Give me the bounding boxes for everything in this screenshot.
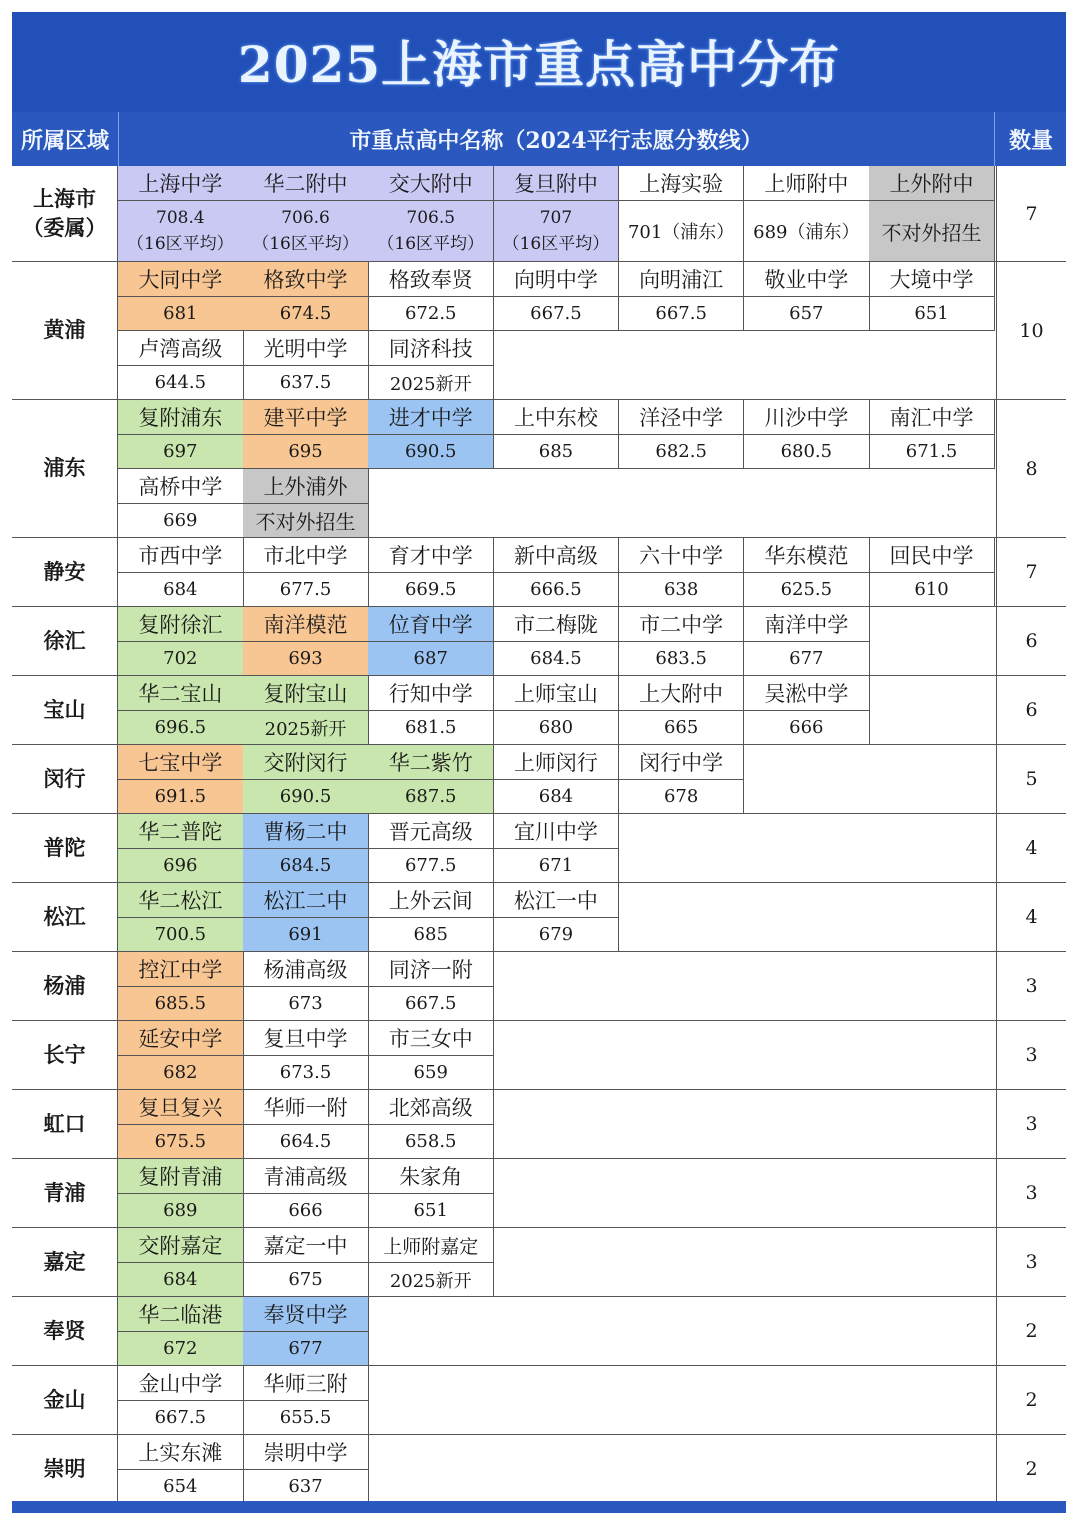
school-cell (118, 676, 244, 745)
school-name: 上海中学 (118, 166, 243, 201)
region-label: 上海市 （委属） (12, 166, 118, 262)
school-score: 651 (914, 303, 949, 324)
school-cell (243, 400, 369, 469)
school-score: 666 (789, 717, 824, 738)
school-cell (243, 469, 369, 538)
school-score: 673 (288, 993, 323, 1014)
school-cell (368, 538, 494, 607)
school-name: 同济一附 (368, 952, 493, 987)
school-score: 667.5 (530, 303, 582, 324)
school-cell (494, 262, 620, 331)
school-name: 向明浦江 (619, 262, 744, 297)
region-count: 6 (996, 607, 1066, 676)
school-name: 上师附中 (744, 166, 869, 201)
school-name: 南汇中学 (869, 400, 994, 435)
school-name: 位育中学 (368, 607, 493, 642)
school-score: 671.5 (905, 441, 958, 462)
school-cell (118, 262, 244, 331)
school-cell (869, 262, 995, 331)
school-cell (368, 1228, 494, 1297)
region-count: 3 (996, 1090, 1066, 1159)
school-cell (118, 1021, 244, 1090)
school-name: 复旦复兴 (118, 1090, 243, 1125)
school-score: 665 (663, 717, 699, 738)
school-name: 洋泾中学 (619, 400, 744, 435)
school-name: 上外云间 (368, 883, 493, 918)
school-cell (494, 676, 620, 745)
region-label: 徐汇 (12, 607, 118, 676)
school-score (243, 201, 368, 261)
school-score: 682 (118, 1056, 243, 1089)
region-label: 宝山 (12, 676, 118, 745)
school-name: 崇明中学 (243, 1435, 368, 1470)
header-count: 数量 (994, 112, 1067, 166)
school-cell (118, 952, 244, 1021)
score-value: 707 (539, 207, 573, 228)
school-cell (243, 1228, 369, 1297)
school-cell (619, 400, 745, 469)
region-count: 3 (996, 1021, 1066, 1090)
school-cell (869, 166, 995, 262)
school-score: 690.5 (368, 435, 493, 468)
school-name: 上师闵行 (494, 745, 619, 780)
school-score: 667.5 (655, 303, 707, 324)
school-cell (243, 1366, 369, 1435)
school-name: 上海实验 (619, 166, 744, 201)
school-name: 高桥中学 (118, 469, 243, 504)
school-score: 701（浦东） (627, 222, 735, 243)
school-cell (869, 400, 995, 469)
school-score: 684.5 (243, 849, 368, 882)
school-score: 651 (413, 1200, 448, 1221)
school-cell (619, 166, 745, 262)
school-name: 敬业中学 (744, 262, 869, 297)
school-score: 654 (163, 1476, 198, 1497)
school-name: 华东模范 (744, 538, 869, 573)
school-score: 677.5 (279, 579, 332, 600)
school-score: 2025新开 (389, 1270, 472, 1292)
school-name: 上外附中 (869, 166, 994, 201)
school-cell (118, 469, 244, 538)
region-count: 4 (996, 883, 1066, 952)
school-cell (243, 607, 369, 676)
region-label: 虹口 (12, 1090, 118, 1159)
school-name: 新中高级 (494, 538, 619, 573)
school-score: 678 (663, 786, 699, 807)
school-cell (368, 745, 494, 814)
school-score: 666 (288, 1200, 323, 1221)
region-count: 8 (996, 400, 1066, 538)
region-count: 4 (996, 814, 1066, 883)
school-name: 南洋中学 (744, 607, 869, 642)
school-score: 658.5 (404, 1131, 457, 1152)
school-cell (118, 1435, 244, 1504)
school-name: 晋元高级 (368, 814, 493, 849)
school-score: 684 (538, 786, 574, 807)
school-cell (619, 538, 745, 607)
region-label: 浦东 (12, 400, 118, 538)
school-name: 卢湾高级 (118, 331, 243, 366)
school-score: 684.5 (530, 648, 582, 669)
school-cell (118, 1297, 244, 1366)
region-count: 7 (996, 166, 1066, 262)
school-name: 宜川中学 (494, 814, 619, 849)
region-count: 2 (996, 1297, 1066, 1366)
school-cell (368, 1021, 494, 1090)
school-name: 交附闵行 (243, 745, 368, 780)
school-score: 693 (243, 642, 368, 675)
school-score: 685 (413, 924, 448, 945)
school-score: 680.5 (780, 441, 833, 462)
school-cell (619, 745, 745, 814)
school-name: 行知中学 (368, 676, 493, 711)
school-name: 建平中学 (243, 400, 368, 435)
school-score: 683.5 (655, 648, 707, 669)
header-school-name: 市重点高中名称（2024平行志愿分数线） (349, 127, 763, 154)
school-name: 七宝中学 (118, 745, 243, 780)
school-cell (494, 745, 620, 814)
school-score (118, 201, 243, 261)
school-score: 677 (789, 648, 824, 669)
school-name: 华二松江 (118, 883, 243, 918)
school-name: 松江一中 (494, 883, 619, 918)
region-label: 嘉定 (12, 1228, 118, 1297)
school-score: 655.5 (279, 1407, 332, 1428)
school-cell (243, 1159, 369, 1228)
school-score: 690.5 (243, 780, 368, 813)
region-label: 静安 (12, 538, 118, 607)
school-cell (744, 262, 870, 331)
region-label: 松江 (12, 883, 118, 952)
school-cell (118, 166, 244, 262)
school-name: 上外浦外 (243, 469, 368, 504)
school-name: 光明中学 (243, 331, 368, 366)
school-cell (744, 607, 870, 676)
school-cell (118, 1090, 244, 1159)
school-cell (368, 166, 494, 262)
school-score (368, 201, 493, 261)
school-score: 625.5 (780, 579, 833, 600)
school-cell (243, 1435, 369, 1504)
school-cell (368, 952, 494, 1021)
school-cell (368, 331, 494, 400)
school-score: 667.5 (404, 993, 457, 1014)
school-cell (118, 1159, 244, 1228)
region-label: 杨浦 (12, 952, 118, 1021)
score-value: 708.4 (156, 207, 205, 228)
school-score: 696.5 (118, 711, 243, 744)
school-cell (243, 1297, 369, 1366)
school-score: 689（浦东） (753, 222, 860, 243)
region-count: 5 (996, 745, 1066, 814)
school-score: 682.5 (655, 441, 707, 462)
school-score: 2025新开 (389, 373, 472, 395)
school-score: 2025新开 (243, 711, 368, 744)
school-score: 691 (243, 918, 368, 951)
school-score: 674.5 (243, 297, 368, 330)
region-count: 3 (996, 1228, 1066, 1297)
school-name: 进才中学 (368, 400, 493, 435)
score-note: （16区平均） (252, 234, 359, 254)
school-name: 格致奉贤 (368, 262, 493, 297)
school-cell (243, 262, 369, 331)
school-score: 677.5 (404, 855, 457, 876)
school-score (494, 201, 619, 261)
school-cell (368, 262, 494, 331)
school-name: 复附浦东 (118, 400, 243, 435)
score-note: （16区平均） (127, 234, 234, 254)
school-score: 691.5 (118, 780, 243, 813)
school-name: 奉贤中学 (243, 1297, 368, 1332)
school-name: 华二宝山 (118, 676, 243, 711)
school-name: 市西中学 (118, 538, 243, 573)
school-cell (243, 1090, 369, 1159)
school-name: 华二普陀 (118, 814, 243, 849)
school-score: 679 (538, 924, 574, 945)
school-cell (744, 676, 870, 745)
school-cell (118, 331, 244, 400)
score-value: 706.6 (281, 207, 330, 228)
school-score: 672.5 (404, 303, 457, 324)
school-cell (619, 607, 745, 676)
school-cell (494, 166, 620, 262)
school-name: 华二附中 (243, 166, 368, 201)
region-label: 青浦 (12, 1159, 118, 1228)
school-score: 696 (118, 849, 243, 882)
school-score: 685.5 (118, 987, 243, 1020)
school-score: 677 (243, 1332, 368, 1365)
table-header (12, 112, 1066, 166)
school-score: 675 (288, 1269, 323, 1290)
school-score: 610 (914, 579, 949, 600)
school-cell (494, 814, 620, 883)
school-name: 金山中学 (118, 1366, 243, 1401)
region-count: 3 (996, 952, 1066, 1021)
school-name: 六十中学 (619, 538, 744, 573)
region-label: 普陀 (12, 814, 118, 883)
region-count: 10 (996, 262, 1066, 400)
school-name: 川沙中学 (744, 400, 869, 435)
school-name: 市二梅陇 (494, 607, 619, 642)
school-score: 675.5 (118, 1125, 243, 1158)
school-score: 659 (413, 1062, 448, 1083)
school-score: 695 (243, 435, 368, 468)
school-cell (243, 538, 369, 607)
school-cell (243, 883, 369, 952)
region-label: 奉贤 (12, 1297, 118, 1366)
school-score: 673.5 (279, 1062, 332, 1083)
school-name: 上师宝山 (494, 676, 619, 711)
school-name: 市二中学 (619, 607, 744, 642)
school-cell (243, 814, 369, 883)
school-score: 657 (789, 303, 824, 324)
school-name: 上师附嘉定 (368, 1228, 493, 1263)
school-name: 曹杨二中 (243, 814, 368, 849)
school-cell (368, 676, 494, 745)
school-cell (368, 1090, 494, 1159)
school-cell (243, 166, 369, 262)
school-score: 687 (368, 642, 493, 675)
school-cell (243, 1021, 369, 1090)
region-label: 崇明 (12, 1435, 118, 1504)
region-label: 黄浦 (12, 262, 118, 400)
school-name: 上中东校 (494, 400, 619, 435)
school-cell (494, 538, 620, 607)
school-score: 671 (538, 855, 574, 876)
school-name: 市北中学 (243, 538, 368, 573)
school-cell (118, 814, 244, 883)
school-cell (368, 883, 494, 952)
region-count: 3 (996, 1159, 1066, 1228)
school-name: 青浦高级 (243, 1159, 368, 1194)
school-name: 华二临港 (118, 1297, 243, 1332)
school-cell (619, 262, 745, 331)
school-name: 松江二中 (243, 883, 368, 918)
school-score: 不对外招生 (869, 201, 994, 261)
school-name: 复附青浦 (118, 1159, 243, 1194)
school-name: 向明中学 (494, 262, 619, 297)
school-cell (118, 1366, 244, 1435)
school-cell (744, 400, 870, 469)
school-cell (243, 331, 369, 400)
school-score: 672 (118, 1332, 243, 1365)
school-cell (118, 607, 244, 676)
school-name: 交附嘉定 (118, 1228, 243, 1263)
school-name: 市三女中 (368, 1021, 493, 1056)
school-cell (118, 883, 244, 952)
region-count: 6 (996, 676, 1066, 745)
school-name: 华师三附 (243, 1366, 368, 1401)
region-count: 2 (996, 1435, 1066, 1504)
school-name: 朱家角 (368, 1159, 493, 1194)
school-score: 638 (663, 579, 699, 600)
region-count: 2 (996, 1366, 1066, 1435)
school-cell (243, 952, 369, 1021)
school-score: 681.5 (404, 717, 457, 738)
school-score: 685 (538, 441, 574, 462)
school-score: 680 (538, 717, 574, 738)
school-name: 控江中学 (118, 952, 243, 987)
region-label: 金山 (12, 1366, 118, 1435)
school-cell (494, 883, 620, 952)
school-score: 700.5 (118, 918, 243, 951)
school-score: 681 (118, 297, 243, 330)
school-name: 复附徐汇 (118, 607, 243, 642)
school-cell (619, 676, 745, 745)
school-cell (118, 745, 244, 814)
region-count: 7 (996, 538, 1066, 607)
school-cell (494, 400, 620, 469)
school-score: 669.5 (404, 579, 457, 600)
school-name: 复旦附中 (494, 166, 619, 201)
school-name: 北郊高级 (368, 1090, 493, 1125)
school-name: 华师一附 (243, 1090, 368, 1125)
school-name: 闵行中学 (619, 745, 744, 780)
score-note: （16区平均） (502, 234, 610, 254)
school-score: 669 (163, 510, 198, 531)
header-region: 所属区域 (12, 112, 119, 166)
school-name: 华二紫竹 (368, 745, 493, 780)
school-score: 666.5 (530, 579, 582, 600)
school-cell (744, 538, 870, 607)
school-name: 复附宝山 (243, 676, 368, 711)
school-score: 684 (118, 1263, 243, 1296)
school-cell (118, 538, 244, 607)
school-name: 回民中学 (869, 538, 994, 573)
school-name: 杨浦高级 (243, 952, 368, 987)
school-name: 南洋模范 (243, 607, 368, 642)
school-table (12, 166, 1066, 1501)
school-cell (243, 745, 369, 814)
school-score: 637.5 (279, 372, 332, 393)
school-cell (243, 676, 369, 745)
school-score: 667.5 (154, 1407, 207, 1428)
school-name: 上实东滩 (118, 1435, 243, 1470)
school-name: 嘉定一中 (243, 1228, 368, 1263)
region-label: 长宁 (12, 1021, 118, 1090)
school-cell (744, 166, 870, 262)
school-name: 育才中学 (368, 538, 493, 573)
school-cell (368, 400, 494, 469)
school-cell (368, 814, 494, 883)
page-title: 2025上海市重点高中分布 (237, 35, 841, 94)
school-cell (118, 1228, 244, 1297)
school-cell (494, 607, 620, 676)
school-name: 同济科技 (368, 331, 493, 366)
school-name: 延安中学 (118, 1021, 243, 1056)
school-score: 644.5 (154, 372, 207, 393)
school-name: 大同中学 (118, 262, 243, 297)
score-note: （16区平均） (377, 234, 485, 254)
school-score: 664.5 (279, 1131, 332, 1152)
school-cell (368, 1159, 494, 1228)
school-cell (368, 607, 494, 676)
school-name: 吴淞中学 (744, 676, 869, 711)
school-score: 637 (288, 1476, 323, 1497)
score-value: 706.5 (406, 207, 456, 228)
school-name: 格致中学 (243, 262, 368, 297)
school-score: 684 (163, 579, 198, 600)
school-score: 689 (118, 1194, 243, 1227)
school-score: 697 (118, 435, 243, 468)
school-score: 702 (118, 642, 243, 675)
region-label: 闵行 (12, 745, 118, 814)
school-name: 上大附中 (619, 676, 744, 711)
school-cell (118, 400, 244, 469)
school-score: 687.5 (368, 780, 493, 813)
school-name: 交大附中 (368, 166, 493, 201)
school-cell (869, 538, 995, 607)
page-footer (12, 1501, 1066, 1513)
school-name: 复旦中学 (243, 1021, 368, 1056)
school-name: 大境中学 (869, 262, 994, 297)
school-score: 不对外招生 (243, 504, 368, 537)
